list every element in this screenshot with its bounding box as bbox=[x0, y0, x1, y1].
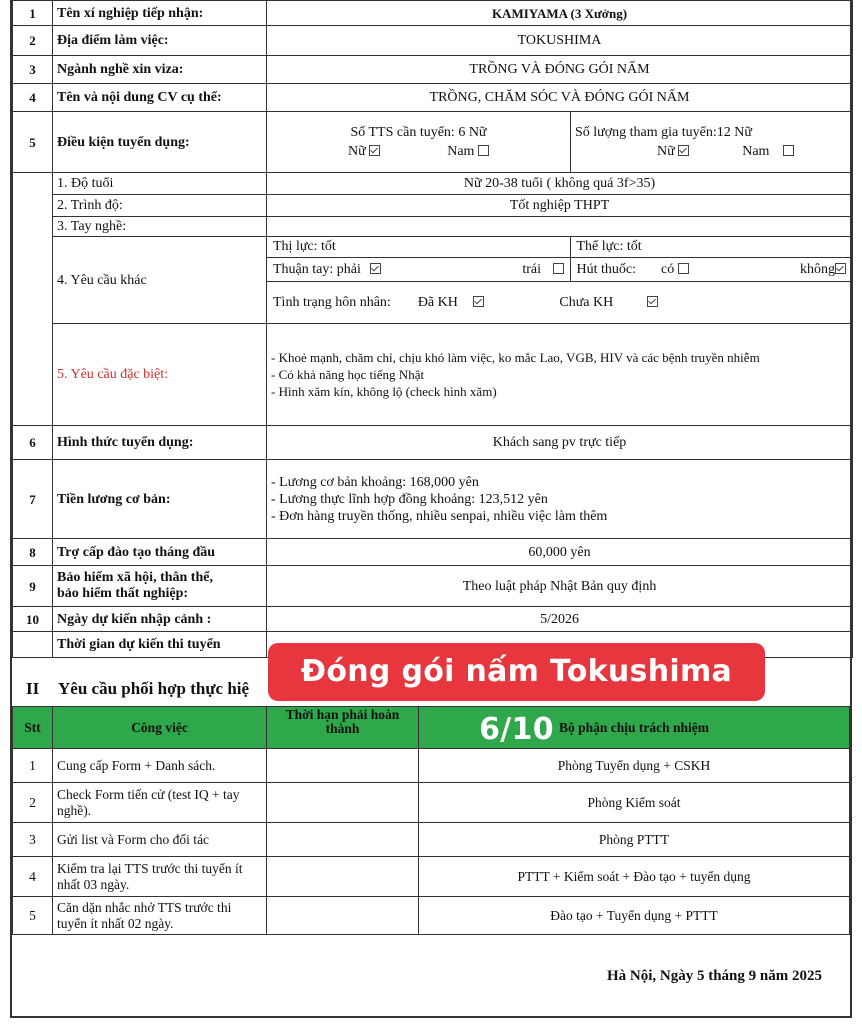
table-row bbox=[13, 823, 850, 857]
marital-status-label: Tình trạng hôn nhân: bbox=[273, 294, 391, 310]
row-department: PTTT + Kiểm soát + Đào tạo + tuyển dụng bbox=[419, 857, 850, 897]
insurance-label-line: bảo hiểm thất nghiệp: bbox=[57, 586, 189, 601]
row-number: 4 bbox=[13, 84, 53, 112]
row-conditions bbox=[13, 112, 853, 173]
section-number: II bbox=[26, 679, 40, 698]
checked-box-icon bbox=[370, 263, 381, 274]
table-row bbox=[13, 897, 850, 935]
row-number: 1 bbox=[13, 1, 53, 26]
row-label: Tiền lương cơ bản: bbox=[53, 460, 267, 539]
training-allowance-value: 60,000 yên bbox=[267, 539, 853, 566]
age-value: Nữ 20-38 tuổi ( không quá 3f>35) bbox=[267, 173, 853, 195]
row-deadline bbox=[267, 823, 419, 857]
row-other-requirements bbox=[13, 237, 853, 324]
row-task: Kiểm tra lại TTS trước thi tuyển ít nhất 03 ngày. bbox=[53, 857, 267, 897]
recruitment-form-value: Khách sang pv trực tiếp bbox=[267, 426, 853, 460]
checked-box-icon bbox=[835, 263, 846, 274]
row-deadline bbox=[267, 897, 419, 935]
row-label: Thời gian dự kiến thi tuyển bbox=[53, 632, 267, 658]
table-row bbox=[13, 783, 850, 823]
row-label: Ngành nghề xin viza: bbox=[53, 56, 267, 84]
row-stt: 4 bbox=[13, 857, 53, 897]
row-label: Ngày dự kiến nhập cảnh : bbox=[53, 607, 267, 632]
row-number: 9 bbox=[13, 566, 53, 607]
participants-text: Số lượng tham gia tuyển:12 Nữ bbox=[575, 125, 752, 140]
row-task: Căn dặn nhắc nhở TTS trước thi tuyển ít nhất 02 ngày. bbox=[53, 897, 267, 935]
row-department: Phòng Tuyển dụng + CSKH bbox=[419, 749, 850, 783]
salary-line: - Lương thực lĩnh hợp đồng khoảng: 123,512 yên bbox=[271, 491, 548, 507]
place-date-signature: Hà Nội, Ngày 5 tháng 9 năm 2025 bbox=[606, 968, 822, 984]
row-recruitment-form bbox=[13, 426, 853, 460]
row-stt: 3 bbox=[13, 823, 53, 857]
salary-line: - Đơn hàng truyền thống, nhiều senpai, nhiều việc làm thêm bbox=[271, 508, 608, 524]
row-department: Phòng Kiểm soát bbox=[419, 783, 850, 823]
participants-cell bbox=[571, 112, 853, 173]
special-requirement-line: - Có khả năng học tiếng Nhật bbox=[271, 367, 425, 382]
row-location bbox=[13, 26, 853, 56]
unchecked-box-icon bbox=[553, 263, 564, 274]
skill-label: 3. Tay nghề: bbox=[53, 217, 267, 237]
row-number: 3 bbox=[13, 56, 53, 84]
handedness-label: Thuận tay: bbox=[273, 261, 334, 277]
promo-banner: Đóng gói nấm Tokushima 6/10 bbox=[268, 643, 765, 701]
male-option-label: Nam bbox=[447, 144, 475, 159]
row-number: 2 bbox=[13, 26, 53, 56]
row-task: Check Form tiến cử (test IQ + tay nghề). bbox=[53, 783, 267, 823]
row-deadline bbox=[267, 857, 419, 897]
unchecked-box-icon bbox=[478, 145, 489, 156]
job-content-value: TRỒNG, CHĂM SÓC VÀ ĐÓNG GÓI NẤM bbox=[267, 84, 853, 112]
unchecked-box-icon bbox=[678, 263, 689, 274]
entry-date-value: 5/2026 bbox=[267, 607, 853, 632]
checked-box-icon bbox=[473, 296, 484, 307]
row-salary bbox=[13, 460, 853, 539]
education-value: Tốt nghiệp THPT bbox=[267, 195, 853, 217]
checked-box-icon bbox=[678, 145, 689, 156]
row-special-requirements bbox=[13, 324, 853, 426]
left-hand-option: trái bbox=[522, 261, 541, 277]
row-deadline bbox=[267, 749, 419, 783]
row-label: Hình thức tuyển dụng: bbox=[53, 426, 267, 460]
header-department: Bộ phận chịu trách nhiệm bbox=[419, 707, 850, 749]
row-label: Trợ cấp đào tạo tháng đầu bbox=[53, 539, 267, 566]
row-task: Cung cấp Form + Danh sách. bbox=[53, 749, 267, 783]
header-stt: Stt bbox=[13, 707, 53, 749]
row-entry-date bbox=[13, 607, 853, 632]
male-option-label: Nam bbox=[742, 144, 770, 159]
age-label: 1. Độ tuổi bbox=[53, 173, 267, 195]
insurance-label-line: Bảo hiểm xã hội, thân thể, bbox=[57, 570, 213, 585]
row-number: 7 bbox=[13, 460, 53, 539]
location-value: TOKUSHIMA bbox=[267, 26, 853, 56]
education-label: 2. Trình độ: bbox=[53, 195, 267, 217]
row-education bbox=[13, 195, 853, 217]
female-option-label: Nữ bbox=[657, 144, 675, 159]
table-row bbox=[13, 857, 850, 897]
row-company bbox=[13, 1, 853, 26]
married-option: Đã KH bbox=[417, 294, 458, 310]
insurance-value: Theo luật pháp Nhật Bản quy định bbox=[267, 566, 853, 607]
row-number: 8 bbox=[13, 539, 53, 566]
checked-box-icon bbox=[647, 296, 658, 307]
row-skill bbox=[13, 217, 853, 237]
row-number: 6 bbox=[13, 426, 53, 460]
row-visa-field bbox=[13, 56, 853, 84]
special-requirement-line: - Hình xăm kín, không lộ (check hình xăm) bbox=[271, 384, 497, 399]
row-insurance bbox=[13, 566, 853, 607]
row-label: Tên xí nghiệp tiếp nhận: bbox=[53, 1, 267, 26]
checked-box-icon bbox=[369, 145, 380, 156]
unchecked-box-icon bbox=[783, 145, 794, 156]
smoking-no-option: không bbox=[800, 261, 836, 277]
row-department: Phòng PTTT bbox=[419, 823, 850, 857]
row-number: 10 bbox=[13, 607, 53, 632]
row-department: Đào tạo + Tuyển dụng + PTTT bbox=[419, 897, 850, 935]
row-stt: 5 bbox=[13, 897, 53, 935]
physical-text: Thể lực: tốt bbox=[570, 237, 852, 257]
table-row bbox=[13, 749, 850, 783]
document-page bbox=[10, 0, 852, 1018]
requirements-table bbox=[12, 0, 853, 658]
header-task: Công việc bbox=[53, 707, 267, 749]
trainees-needed-text: Số TTS cần tuyển: 6 Nữ bbox=[350, 125, 487, 140]
other-requirements-label: 4. Yêu cầu khác bbox=[53, 237, 267, 324]
row-stt: 1 bbox=[13, 749, 53, 783]
section-title: Yêu cầu phối hợp thực hiệ bbox=[58, 679, 250, 698]
eyesight-text: Thị lực: tốt bbox=[267, 237, 570, 257]
smoking-yes-option: có bbox=[661, 261, 675, 277]
smoking-label: Hút thuốc: bbox=[576, 261, 636, 277]
row-label: Địa điểm làm việc: bbox=[53, 26, 267, 56]
trainees-needed-cell bbox=[267, 112, 571, 173]
company-value: KAMIYAMA (3 Xưởng) bbox=[267, 1, 853, 26]
coordination-header-row bbox=[13, 707, 850, 749]
row-label: Điều kiện tuyển dụng: bbox=[53, 112, 267, 173]
row-number: 5 bbox=[13, 112, 53, 173]
row-label: Tên và nội dung CV cụ thể: bbox=[53, 84, 267, 112]
row-task: Gửi list và Form cho đối tác bbox=[53, 823, 267, 857]
header-deadline: Thời hạn phải hoàn thành bbox=[267, 707, 419, 749]
row-stt: 2 bbox=[13, 783, 53, 823]
special-requirement-line: - Khoẻ mạnh, chăm chỉ, chịu khó làm việc, ko mắc Lao, VGB, HIV và các bệnh truyền nhiễm bbox=[271, 350, 760, 365]
salary-line: - Lương cơ bản khoảng: 168,000 yên bbox=[271, 474, 479, 490]
single-option: Chưa KH bbox=[559, 294, 614, 310]
female-option-label: Nữ bbox=[348, 144, 366, 159]
row-deadline bbox=[267, 783, 419, 823]
right-hand-option: phải bbox=[336, 261, 361, 277]
visa-field-value: TRỒNG VÀ ĐÓNG GÓI NẤM bbox=[267, 56, 853, 84]
row-age bbox=[13, 173, 853, 195]
coordination-table bbox=[12, 706, 850, 935]
row-job-content bbox=[13, 84, 853, 112]
special-requirements-label: 5. Yêu cầu đặc biệt: bbox=[53, 324, 267, 426]
row-training-allowance bbox=[13, 539, 853, 566]
